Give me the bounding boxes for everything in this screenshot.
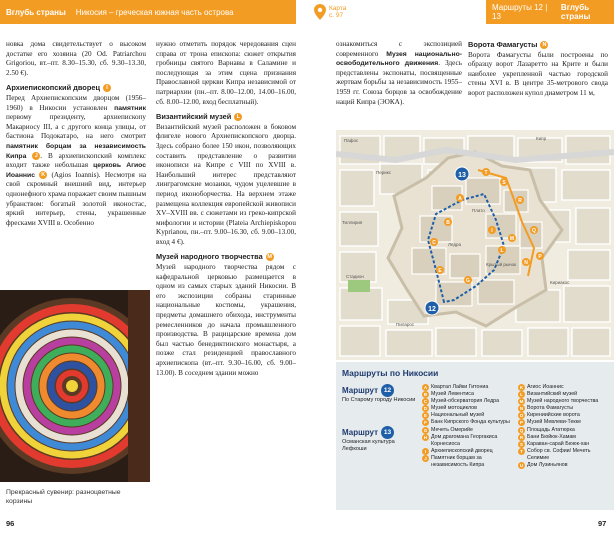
legend-item-label: Памятник борцам за независимость Кипра — [431, 454, 485, 469]
poi-badge: E — [423, 413, 427, 419]
map-label: Крытый рынок — [486, 262, 517, 267]
left-column — [6, 40, 146, 228]
poi-badge: F — [422, 419, 429, 426]
map-label: Ледра — [448, 242, 461, 247]
basket-photo — [0, 290, 150, 482]
section-heading: Музей народного творчества M — [156, 252, 272, 262]
legend-item-label: Площадь Ататюрка — [527, 426, 575, 433]
poi-badge: P — [519, 420, 523, 426]
svg-text:E: E — [438, 268, 442, 274]
svg-text:I: I — [491, 228, 493, 234]
svg-text:N: N — [524, 260, 528, 266]
right-column-1 — [336, 40, 462, 107]
map-pin-icon — [314, 4, 326, 20]
paragraph: Ворота Фамагусты были построены по образцу ворот Лазаретто на Крите и были наиболее укрепленной частью городской стены XVI в. В центре 35-метрового свода ворот расположен купол диаметром 11 м, — [468, 50, 608, 97]
svg-text:L: L — [500, 248, 504, 254]
route-marker-12[interactable] — [425, 301, 439, 315]
route-13-block: Маршрут 13 Османская культура Лефкоши — [342, 427, 395, 452]
poi-badge: N — [519, 406, 524, 412]
legend-item-label: Дом драгомана Георгакиса Корнесиоса — [431, 433, 498, 447]
svg-text:G: G — [466, 278, 470, 284]
map-label: Пиларос — [396, 322, 415, 327]
legend-item-label: Византийский музей — [527, 391, 578, 398]
legend-item-label: Мечеть Омерийе — [431, 426, 473, 433]
map-label: Плато — [472, 208, 485, 213]
poi-marker[interactable] — [488, 226, 496, 234]
poi-marker[interactable] — [482, 168, 490, 176]
legend-item — [422, 434, 514, 448]
poi-badge: I — [422, 448, 429, 455]
legend-item — [518, 448, 612, 462]
page-title: Никосия – греческая южная часть острова — [75, 7, 234, 17]
map-label: Кипр — [536, 136, 547, 141]
map-reference: Карта с. 97 — [329, 5, 347, 19]
svg-text:R: R — [518, 198, 522, 204]
page-number-left: 96 — [6, 519, 15, 528]
paragraph: Перед Архиепископским дворцом (1956–1960) в Никосии установлен памятник первому президенту, архиепископу Макариосу III, а с другого конца улицы, от бастиона Подокатаро, на него смотрит памятник борцам за независимость Кипра J . В архиепископский комплекс входит также небольшая церковь Агиос Иоаннис K (Agios Ioannis). Несмотря на свой скромный внешний вид, интерьер однонефного храма поражает своим пышным убранством: богатый золотой иконостас, яркий интерьер, стены, украшенные фресками XVIII в. Особенно — [6, 93, 147, 227]
legend-item-label: Собор св. Софии/ Мечеть Селимие — [527, 447, 591, 461]
svg-text:C: C — [432, 240, 436, 246]
svg-text:B: B — [446, 220, 450, 226]
poi-badge: H — [423, 434, 428, 440]
legend-item-label: Банк Кипрского Фонда культуры — [431, 419, 510, 426]
poi-marker[interactable] — [536, 252, 544, 260]
svg-text:S: S — [502, 180, 506, 186]
legend-item-label: Ворота Фамагусты — [527, 405, 574, 412]
svg-text:Q: Q — [532, 228, 536, 234]
legend-item-label: Караван-сарай Бююк-хан — [527, 440, 590, 447]
poi-badge: O — [519, 413, 524, 419]
header-left — [0, 0, 296, 24]
poi-marker[interactable] — [436, 266, 444, 274]
legend-item — [518, 398, 612, 405]
legend-item — [518, 441, 612, 448]
map-label: Кириакос — [550, 280, 570, 285]
legend-item-label: Бани Бюйюк-Хамам — [527, 433, 576, 440]
section-heading: Византийский музей L — [156, 112, 296, 122]
section-heading: Ворота Фамагусты N — [468, 40, 608, 50]
legend-item — [518, 427, 612, 434]
city-map[interactable] — [336, 130, 614, 360]
page-number-right: 97 — [598, 519, 607, 528]
poi-badge: N — [540, 41, 548, 49]
legend-item-label: Музей народного творчества — [527, 398, 599, 405]
poi-badge: L — [234, 113, 242, 121]
route-12-block: Маршрут 12 По Старому городу Никосии — [342, 385, 416, 403]
poi-badge: M — [267, 254, 272, 261]
map-label: Перикс — [376, 170, 392, 175]
legend-item — [422, 419, 514, 426]
legend-item — [518, 434, 612, 441]
legend-title: Маршруты по Никосии — [342, 368, 439, 378]
poi-badge: J — [422, 455, 429, 462]
poi-badge: B — [423, 392, 428, 398]
poi-badge: Q — [519, 427, 524, 433]
poi-badge: G — [423, 427, 428, 433]
route-legend — [336, 362, 614, 510]
svg-text:M: M — [509, 236, 515, 242]
poi-marker[interactable] — [456, 194, 464, 202]
intro-paragraph: новка дома свидетельствует о высоком достатке его хозяина (20 Od. Patriarchou Grigoriou, вт.–пт. 8.30–15.30, сб. 9.30–13.30, 2.50 €). — [6, 40, 146, 77]
poi-marker[interactable] — [516, 196, 524, 204]
paragraph: ознакомиться с экспозицией современного Музея национально-освободительного движения. Здесь представлены экспонаты, посвященные жертвам борьбы за независимость 1955–1959 гг. Союза борцов за освобождение наций Кипра (ЭОКА). — [336, 40, 463, 106]
paragraph: Византийский музей расположен в боковом флигеле нового Архиепископского дворца. Здесь собрано более 150 икон, позволяющих составить представление о развитии иконописи на Кипре с VIII по XVIII в. Наибольший интерес представляют линграгомские мозаики, чудом уцелевшие в период иконоборчества. На верхнем этаже размещена коллекция европейской живописи XV–XVIII вв. с сюжетами из греко-кипрской мифологии и истории (Plateia Archiepiskopou Kyprianou, пн.–пт. 9.00–16.30, сб. 9.00–13.00, вход 4 €). — [156, 122, 296, 246]
poi-badge: I — [103, 84, 111, 92]
poi-marker[interactable] — [444, 218, 452, 226]
poi-marker[interactable] — [498, 246, 506, 254]
poi-badge: U — [519, 463, 524, 469]
poi-badge: L — [518, 391, 525, 398]
poi-marker[interactable] — [530, 226, 538, 234]
legend-item-label: Дом Лузиньянов — [527, 462, 568, 469]
legend-item — [518, 462, 612, 469]
legend-item-label: Музей Мевлеви-Текке — [527, 419, 582, 426]
poi-badge: J — [32, 152, 40, 160]
legend-item — [422, 448, 514, 455]
legend-item-label: Музей-обсерватория Ледра — [431, 398, 500, 405]
legend-list-2 — [518, 384, 612, 469]
svg-text:13: 13 — [458, 172, 466, 179]
legend-item-label: Квартал Лайки Гитониа — [431, 384, 489, 390]
legend-item — [422, 412, 514, 419]
map-label: Пафос — [344, 138, 359, 143]
legend-item-label: Агиос Иоаннис — [527, 384, 564, 390]
poi-badge: C — [423, 399, 428, 405]
poi-badge: K — [519, 385, 524, 390]
poi-badge: R — [519, 434, 524, 440]
route-marker-13[interactable] — [455, 167, 469, 181]
route-13-icon: 13 — [381, 426, 394, 439]
poi-marker[interactable] — [464, 276, 472, 284]
svg-text:12: 12 — [428, 306, 436, 313]
header-right-bar — [486, 0, 614, 24]
poi-badge: M — [519, 399, 524, 405]
paragraph: нужно отметить порядок чередования сцен справа от трона епископа: сюжет открытия гробницы святого Варнавы в Саламине и последующая за этим сцена признания Православной церкви Кипра независимой от патриархии (пн.–пт. 8.00–12.00, 14.00–16.00, сб. 8.00–12.00, вход бесплатный). — [156, 40, 296, 106]
poi-badge: T — [518, 448, 525, 455]
poi-badge: S — [519, 441, 523, 447]
poi-marker[interactable] — [522, 258, 530, 266]
route-12-icon: 12 — [381, 384, 394, 397]
poi-marker[interactable] — [508, 234, 516, 242]
svg-text:P: P — [538, 254, 542, 260]
legend-item-label: Кирениийские ворота — [527, 412, 580, 419]
legend-item-label: Национальный музей — [431, 412, 485, 419]
map-label: Тиллирия — [342, 220, 363, 225]
right-column-2 — [468, 40, 608, 99]
legend-item-label: Архиепископский дворец — [431, 447, 493, 454]
legend-item — [422, 427, 514, 434]
poi-marker[interactable] — [430, 238, 438, 246]
svg-text:A: A — [458, 196, 462, 202]
photo-caption: Прекрасный сувенир: разноцветные корзины — [6, 489, 121, 505]
poi-badge: A — [423, 385, 428, 390]
section-label: Вглубь страны — [6, 7, 66, 17]
section-label-right: Вглубь страны — [560, 3, 591, 21]
section-heading: Архиепископский дворец I — [6, 83, 146, 93]
routes-label: Маршруты 12 | 13 — [492, 3, 548, 21]
middle-column — [156, 40, 296, 378]
paragraph: Музей народного творчества рядом с кафедральной церковью размещается в одном из самых старых зданий Никосии. В его экспозиции собраны старинные национальные костюмы, украшения, предметы домашнего обихода, инструменты ремесленников до начала промышленного производства. В рацицарские времена дом был частью бенедиктинского монастыря, а позже стал резиденцией православного архиепископа (вт.–пт. 9.30–16.00, сб. 9.00–13.00). В соседнем здании можно — [156, 263, 296, 377]
svg-text:T: T — [484, 170, 488, 176]
legend-item — [422, 455, 514, 469]
poi-badge: D — [423, 406, 428, 412]
poi-badge: K — [39, 171, 47, 179]
legend-list-1 — [422, 384, 514, 469]
header-right — [306, 0, 614, 24]
poi-marker[interactable] — [500, 178, 508, 186]
map-label: Стадион — [346, 274, 364, 279]
legend-item-label: Музей мотоциклов — [431, 405, 477, 412]
legend-item — [518, 419, 612, 426]
legend-item-label: Музей Левентиса — [431, 391, 474, 398]
